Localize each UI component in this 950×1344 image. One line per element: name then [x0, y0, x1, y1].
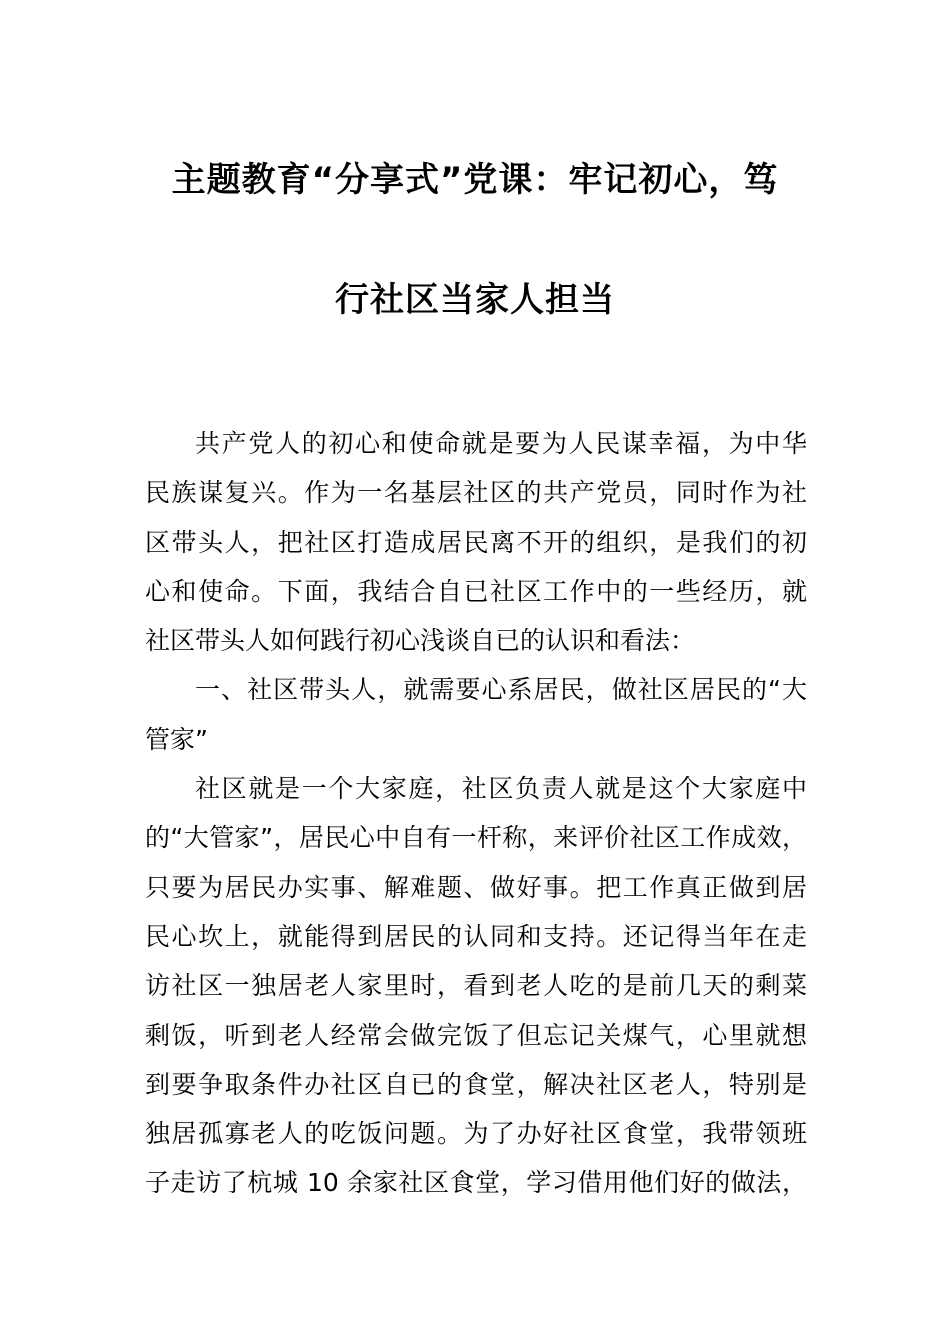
- paragraph-line: 民心坎上，就能得到居民的认同和支持。还记得当年在走: [145, 921, 807, 951]
- paragraph-1: [145, 419, 807, 665]
- paragraph-line: 民族谋复兴。作为一名基层社区的共产党员，同时作为社: [145, 478, 807, 508]
- section-heading-1: [145, 665, 807, 764]
- paragraph-line: 心和使命。下面，我结合自已社区工作中的一些经历，就: [145, 576, 807, 606]
- heading-line: 管家”: [145, 724, 208, 754]
- paragraph-line: 只要为居民办实事、解难题、做好事。把工作真正做到居: [145, 872, 807, 902]
- paragraph-line: 子走访了杭城 10 余家社区食堂，学习借用他们好的做法，: [145, 1168, 807, 1198]
- paragraph-line: 社区带头人如何践行初心浅谈自已的认识和看法：: [145, 626, 696, 656]
- paragraph-line: 共产党人的初心和使命就是要为人民谋幸福，为中华: [195, 429, 807, 458]
- paragraph-line: 到要争取条件办社区自已的食堂，解决社区老人，特别是: [145, 1069, 807, 1099]
- document-title-line-2: 行社区当家人担当: [335, 280, 615, 320]
- paragraph-line: 访社区一独居老人家里时，看到老人吃的是前几天的剩菜: [145, 971, 807, 1001]
- paragraph-line: 社区就是一个大家庭，社区负责人就是这个大家庭中: [195, 774, 807, 804]
- paragraph-line: 独居孤寡老人的吃饭问题。为了办好社区食堂，我带领班: [145, 1119, 807, 1149]
- paragraph-line: 区带头人，把社区打造成居民离不开的组织，是我们的初: [145, 527, 807, 557]
- heading-line: 一、社区带头人，就需要心系居民，做社区居民的“大: [195, 675, 807, 705]
- paragraph-2: [145, 764, 807, 1208]
- document-title-line-1: 主题教育“分享式”党课：牢记初心，笃: [171, 160, 779, 200]
- paragraph-line: 剩饭，听到老人经常会做完饭了但忘记关煤气，心里就想: [145, 1020, 807, 1050]
- document-body: [145, 419, 807, 1208]
- paragraph-line: 的“大管家”，居民心中自有一杆称，来评价社区工作成效，: [145, 823, 807, 853]
